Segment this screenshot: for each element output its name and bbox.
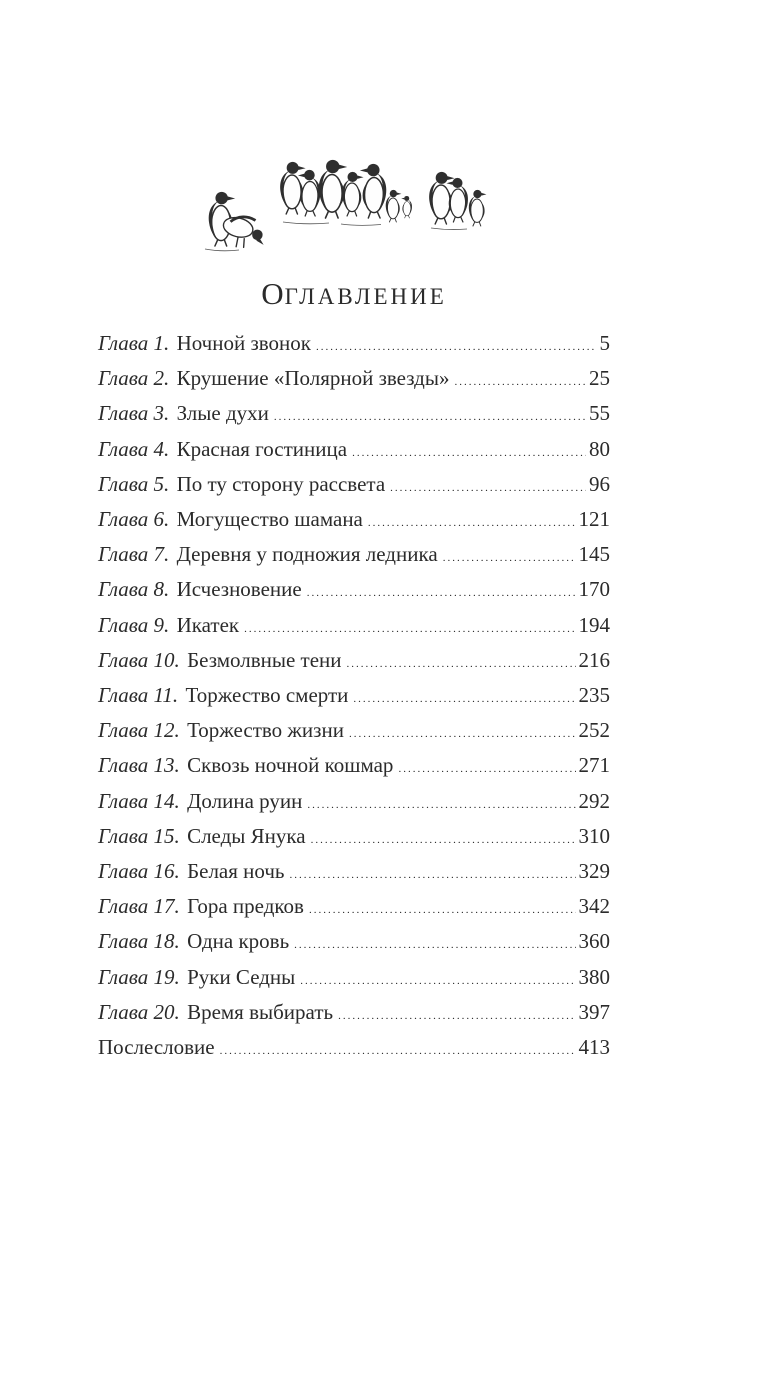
toc-page-number: 310 (578, 823, 610, 848)
toc-chapter-label: Глава 14. (98, 788, 180, 813)
dot-leader (307, 578, 576, 609)
toc-page-number: 80 (589, 436, 610, 461)
dot-leader (244, 614, 575, 645)
toc-chapter-title: Руки Седны (187, 964, 296, 989)
toc-page-number: 170 (578, 577, 610, 602)
toc-entry (98, 645, 610, 680)
toc-page-number: 397 (578, 999, 610, 1024)
dot-leader (352, 438, 586, 469)
dot-leader (316, 332, 597, 363)
toc-chapter-title: Следы Янука (187, 823, 306, 848)
dot-leader (349, 719, 576, 750)
toc-chapter-title: Торжество жизни (187, 718, 344, 743)
toc-chapter-label: Глава 6. (98, 507, 170, 532)
toc-entry (98, 469, 610, 504)
dot-leader (274, 402, 586, 433)
toc-chapter-title: Исчезновение (176, 577, 302, 602)
dot-leader (311, 825, 576, 856)
toc-chapter-label: Глава 20. (98, 999, 180, 1024)
toc-chapter-title: Красная гостиница (176, 436, 348, 461)
dot-leader (309, 895, 576, 926)
toc-chapter-title: Крушение «Полярной звезды» (176, 366, 450, 391)
toc-page-number: 145 (578, 542, 610, 567)
book-page (0, 146, 768, 1387)
toc-chapter-title: Могущество шамана (176, 507, 363, 532)
dot-leader (220, 1036, 576, 1067)
toc-chapter-label: Глава 1. (98, 331, 170, 355)
toc-chapter-label: Глава 18. (98, 929, 180, 954)
toc-chapter-title: Гора предков (187, 894, 304, 919)
toc-chapter-title: Долина руин (187, 788, 303, 813)
page-title: ОГЛАВЛЕНИЕ (261, 276, 447, 311)
toc-page-number: 216 (578, 647, 610, 672)
toc-entry (98, 328, 610, 363)
toc-entry (98, 821, 610, 856)
dot-leader (347, 649, 576, 680)
toc-entry (98, 891, 610, 926)
toc-page-number: 413 (578, 1035, 610, 1060)
toc-chapter-title: Деревня у подножия ледника (176, 542, 438, 567)
dot-leader (290, 860, 576, 891)
dot-leader (353, 684, 575, 715)
toc-chapter-title: По ту сторону рассвета (176, 471, 386, 496)
dot-leader (338, 1001, 575, 1032)
toc-entry (98, 786, 610, 821)
toc-entry (98, 610, 610, 645)
toc-chapter-title: Послесловие (98, 1035, 215, 1060)
toc-chapter-label: Глава 13. (98, 753, 180, 778)
page-content (98, 146, 610, 1067)
toc-chapter-title: Ночной звонок (176, 331, 311, 355)
dot-leader (390, 473, 586, 504)
toc-chapter-title: Злые духи (176, 401, 269, 426)
toc-page-number: 5 (599, 331, 610, 355)
toc-page-number: 252 (578, 718, 610, 743)
dot-leader (294, 930, 575, 961)
toc-chapter-label: Глава 2. (98, 366, 170, 391)
toc-entry (98, 1032, 610, 1067)
dot-leader (368, 508, 576, 539)
toc-entry (98, 539, 610, 574)
toc-chapter-label: Глава 4. (98, 436, 170, 461)
toc-entry (98, 363, 610, 398)
dot-leader (398, 754, 575, 785)
toc-entry (98, 962, 610, 997)
dot-leader (300, 966, 575, 997)
toc-entry (98, 680, 610, 715)
toc-entry (98, 434, 610, 469)
toc-chapter-label: Глава 5. (98, 471, 170, 496)
toc-chapter-label: Глава 16. (98, 859, 180, 884)
toc-page-number: 342 (578, 894, 610, 919)
toc-entry (98, 750, 610, 785)
toc-chapter-label: Глава 9. (98, 612, 170, 637)
dot-leader (443, 543, 576, 574)
toc-entry (98, 926, 610, 961)
toc-chapter-label: Глава 17. (98, 894, 180, 919)
toc-entry (98, 398, 610, 433)
toc-chapter-label: Глава 12. (98, 718, 180, 743)
toc-chapter-label: Глава 15. (98, 823, 180, 848)
toc-page-number: 380 (578, 964, 610, 989)
toc-page-number: 55 (589, 401, 610, 426)
toc-chapter-label: Глава 19. (98, 964, 180, 989)
toc-page-number: 271 (578, 753, 610, 778)
toc-page-number: 292 (578, 788, 610, 813)
dot-leader (454, 367, 586, 398)
toc-chapter-label: Глава 10. (98, 647, 180, 672)
toc-chapter-title: Белая ночь (187, 859, 285, 884)
penguins-illustration-icon (189, 146, 519, 256)
toc-page-number: 360 (578, 929, 610, 954)
toc-chapter-title: Одна кровь (187, 929, 290, 954)
toc-chapter-label: Глава 7. (98, 542, 170, 567)
toc-chapter-label: Глава 8. (98, 577, 170, 602)
toc-page-number: 235 (578, 683, 610, 708)
dot-leader (307, 790, 575, 821)
toc-page-number: 96 (589, 471, 610, 496)
toc-chapter-title: Время выбирать (187, 999, 334, 1024)
toc-chapter-title: Торжество смерти (185, 683, 349, 708)
toc-chapter-title: Сквозь ночной кошмар (187, 753, 394, 778)
toc-chapter-label: Глава 11. (98, 683, 179, 708)
toc-entry (98, 504, 610, 539)
toc-page-number: 25 (589, 366, 610, 391)
toc-chapter-title: Икатек (176, 612, 240, 637)
toc-chapter-title: Безмолвные тени (187, 647, 342, 672)
toc-page-number: 194 (578, 612, 610, 637)
toc-entry (98, 997, 610, 1032)
toc-entry (98, 574, 610, 609)
toc-page-number: 121 (578, 507, 610, 532)
toc-page-number: 329 (578, 859, 610, 884)
toc-chapter-label: Глава 3. (98, 401, 170, 426)
toc-list (98, 328, 610, 1067)
toc-entry (98, 856, 610, 891)
toc-entry (98, 715, 610, 750)
